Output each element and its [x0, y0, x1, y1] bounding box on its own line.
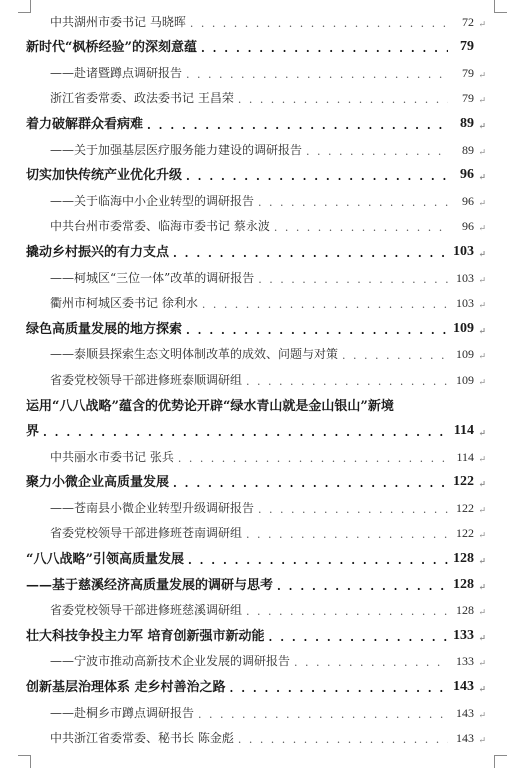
paragraph-mark-icon: ↵: [478, 121, 486, 132]
toc-entry-title: 省委党校领导干部进修班泰顺调研组: [50, 372, 243, 387]
page-number: 109: [453, 320, 474, 336]
dot-leader: [190, 17, 448, 30]
dot-leader: [246, 605, 448, 618]
toc-entry[interactable]: [26, 108, 486, 134]
dot-leader: [258, 196, 448, 209]
dot-leader: [186, 170, 448, 183]
toc-entry[interactable]: [26, 543, 486, 569]
paragraph-mark-icon: ↵: [478, 96, 486, 107]
page-number: 122: [456, 500, 474, 515]
dot-leader: [258, 503, 448, 516]
page-number: 89: [460, 115, 474, 131]
paragraph-mark-icon: ↵: [478, 582, 486, 593]
dot-leader: [342, 349, 448, 362]
paragraph-mark-icon: ↵: [478, 736, 486, 747]
dot-leader: [147, 119, 448, 132]
page-number: 133: [453, 627, 474, 643]
toc-entry-title: 中共湖州市委书记 马晓晖: [50, 14, 186, 29]
toc-entry-title: ——基于慈溪经济高质量发展的调研与思考: [26, 577, 274, 593]
paragraph-mark-icon: ↵: [478, 633, 486, 644]
toc-entry-title: 中共台州市委常委、临海市委书记 蔡永波: [50, 219, 270, 234]
toc-entry-title: ——苍南县小微企业转型升级调研报告: [50, 500, 255, 515]
paragraph-mark-icon: ↵: [478, 685, 486, 696]
toc-entry-title: 省委党校领导干部进修班苍南调研组: [50, 526, 243, 541]
toc-entry-title: 浙江省委常委、政法委书记 王昌荣: [50, 91, 234, 106]
toc-entry[interactable]: [26, 134, 486, 160]
page-number: 103: [453, 243, 474, 259]
dot-leader: [173, 477, 448, 490]
toc-entry[interactable]: [26, 339, 486, 365]
dot-leader: [246, 375, 448, 388]
toc-entry[interactable]: [26, 620, 486, 646]
dot-leader: [238, 93, 448, 106]
toc-entry-title: 撬动乡村振兴的有力支点: [26, 244, 170, 260]
paragraph-mark-icon: ↵: [478, 557, 486, 568]
paragraph-mark-icon: ↵: [478, 173, 486, 184]
page-number: 79: [460, 39, 474, 55]
toc-entry[interactable]: [26, 32, 486, 58]
crop-mark-bottom-left: [18, 755, 31, 768]
page-number: 133: [456, 654, 474, 669]
page-number: 103: [456, 296, 474, 311]
paragraph-mark-icon: ↵: [478, 659, 486, 670]
paragraph-mark-icon: ↵: [478, 531, 486, 542]
dot-leader: [198, 708, 448, 721]
paragraph-mark-icon: ↵: [478, 147, 486, 158]
paragraph-mark-icon: ↵: [478, 710, 486, 721]
page-number: 143: [456, 731, 474, 746]
dot-leader: [188, 554, 448, 567]
toc-entry[interactable]: [26, 288, 486, 314]
toc-entry[interactable]: [26, 83, 486, 109]
page-number: 72: [462, 14, 474, 29]
toc-entry-title: 着力破解群众看病难: [26, 116, 144, 132]
toc-entry-title: 绿色高质量发展的地方探索: [26, 321, 183, 337]
paragraph-mark-icon: ↵: [478, 505, 486, 516]
toc-entry-title: ——关于加强基层医疗服务能力建设的调研报告: [50, 142, 303, 157]
page-number: 79: [462, 65, 474, 80]
page-number: 122: [453, 474, 474, 490]
page-number: 103: [456, 270, 474, 285]
dot-leader: [277, 580, 448, 593]
dot-leader: [186, 324, 448, 337]
toc-entry-title: 衢州市柯城区委书记 徐利水: [50, 296, 198, 311]
page-number: 89: [462, 142, 474, 157]
toc-entry[interactable]: [26, 671, 486, 697]
paragraph-mark-icon: ↵: [478, 429, 486, 440]
page-number: 128: [456, 603, 474, 618]
toc-entry[interactable]: [26, 467, 486, 493]
paragraph-mark-icon: ↵: [478, 301, 486, 312]
page-number: 96: [462, 193, 474, 208]
table-of-contents: [26, 6, 486, 748]
page-number: 128: [453, 576, 474, 592]
paragraph-mark-icon: ↵: [478, 19, 486, 30]
toc-entry-title: 聚力小微企业高质量发展: [26, 475, 170, 491]
page-number: 128: [453, 551, 474, 567]
toc-entry-title: 省委党校领导干部进修班慈溪调研组: [50, 603, 243, 618]
dot-leader: [43, 426, 448, 439]
page-number: 109: [456, 347, 474, 362]
dot-leader: [186, 68, 448, 81]
dot-leader: [201, 42, 448, 55]
paragraph-mark-icon: ↵: [478, 480, 486, 491]
dot-leader: [274, 221, 448, 234]
page-number: 122: [456, 526, 474, 541]
toc-entry[interactable]: [26, 211, 486, 237]
dot-leader: [306, 145, 448, 158]
toc-entry-title: 创新基层治理体系 走乡村善治之路: [26, 680, 226, 696]
toc-entry[interactable]: [26, 313, 486, 339]
toc-entry[interactable]: [26, 569, 486, 595]
paragraph-mark-icon: ↵: [478, 608, 486, 619]
toc-entry-title: 中共浙江省委常委、秘书长 陈金彪: [50, 731, 234, 746]
dot-leader: [258, 273, 448, 286]
crop-mark-bottom-right: [494, 755, 507, 768]
toc-entry-title: ——关于临海中小企业转型的调研报告: [50, 193, 255, 208]
paragraph-mark-icon: ↵: [478, 70, 486, 81]
page-number: 143: [456, 705, 474, 720]
paragraph-mark-icon: ↵: [478, 352, 486, 363]
paragraph-mark-icon: ↵: [478, 198, 486, 209]
toc-entry[interactable]: [26, 646, 486, 672]
crop-mark-top-right: [494, 0, 507, 13]
toc-entry-title: 运用“八八战略”蕴含的优势论开辟“绿水青山就是金山银山”新境: [26, 398, 394, 414]
toc-entry[interactable]: [26, 492, 486, 518]
toc-entry-title: 壮大科技争投主力军 培育创新强市新动能: [26, 628, 265, 644]
toc-entry-title: ——柯城区“三位一体”改革的调研报告: [50, 270, 255, 285]
dot-leader: [173, 247, 448, 260]
paragraph-mark-icon: ↵: [478, 275, 486, 286]
toc-entry[interactable]: [26, 416, 486, 442]
paragraph-mark-icon: ↵: [478, 224, 486, 235]
toc-entry[interactable]: [26, 518, 486, 544]
toc-entry-title: 切实加快传统产业优化升级: [26, 168, 183, 184]
page-number: 114: [456, 449, 474, 464]
toc-entry-title: ——赴桐乡市蹲点调研报告: [50, 705, 195, 720]
toc-entry-title: “八八战略”引领高质量发展: [26, 552, 184, 568]
toc-entry[interactable]: [26, 364, 486, 390]
toc-entry[interactable]: [26, 185, 486, 211]
toc-entry[interactable]: [26, 595, 486, 621]
paragraph-mark-icon: ↵: [478, 326, 486, 337]
toc-entry[interactable]: [26, 723, 486, 749]
toc-entry[interactable]: [26, 6, 486, 32]
toc-entry[interactable]: [26, 236, 486, 262]
dot-leader: [238, 733, 448, 746]
dot-leader: [202, 298, 448, 311]
page-number: 96: [460, 167, 474, 183]
toc-entry[interactable]: [26, 262, 486, 288]
paragraph-mark-icon: ↵: [478, 377, 486, 388]
dot-leader: [230, 682, 448, 695]
dot-leader: [178, 452, 448, 465]
toc-entry-title: 新时代“枫桥经验”的深刻意蕴: [26, 40, 197, 56]
toc-entry[interactable]: [26, 57, 486, 83]
toc-entry[interactable]: [26, 441, 486, 467]
toc-entry-title: ——宁波市推动高新技术企业发展的调研报告: [50, 654, 291, 669]
paragraph-mark-icon: ↵: [478, 249, 486, 260]
toc-entry-title: ——赴诸暨蹲点调研报告: [50, 65, 183, 80]
dot-leader: [269, 631, 448, 644]
dot-leader: [294, 656, 448, 669]
page-number: 143: [453, 679, 474, 695]
toc-entry-title: 界: [26, 424, 40, 440]
toc-entry-title: 中共丽水市委书记 张兵: [50, 449, 174, 464]
toc-entry[interactable]: [26, 160, 486, 186]
page-number: 109: [456, 372, 474, 387]
paragraph-mark-icon: ↵: [478, 454, 486, 465]
toc-entry-title: ——泰顺县探索生态文明体制改革的成效、问题与对策: [50, 347, 339, 362]
page-number: 114: [453, 423, 474, 439]
page-number: 79: [462, 91, 474, 106]
dot-leader: [246, 528, 448, 541]
toc-entry[interactable]: [26, 390, 486, 416]
toc-entry[interactable]: [26, 697, 486, 723]
page-number: 96: [462, 219, 474, 234]
